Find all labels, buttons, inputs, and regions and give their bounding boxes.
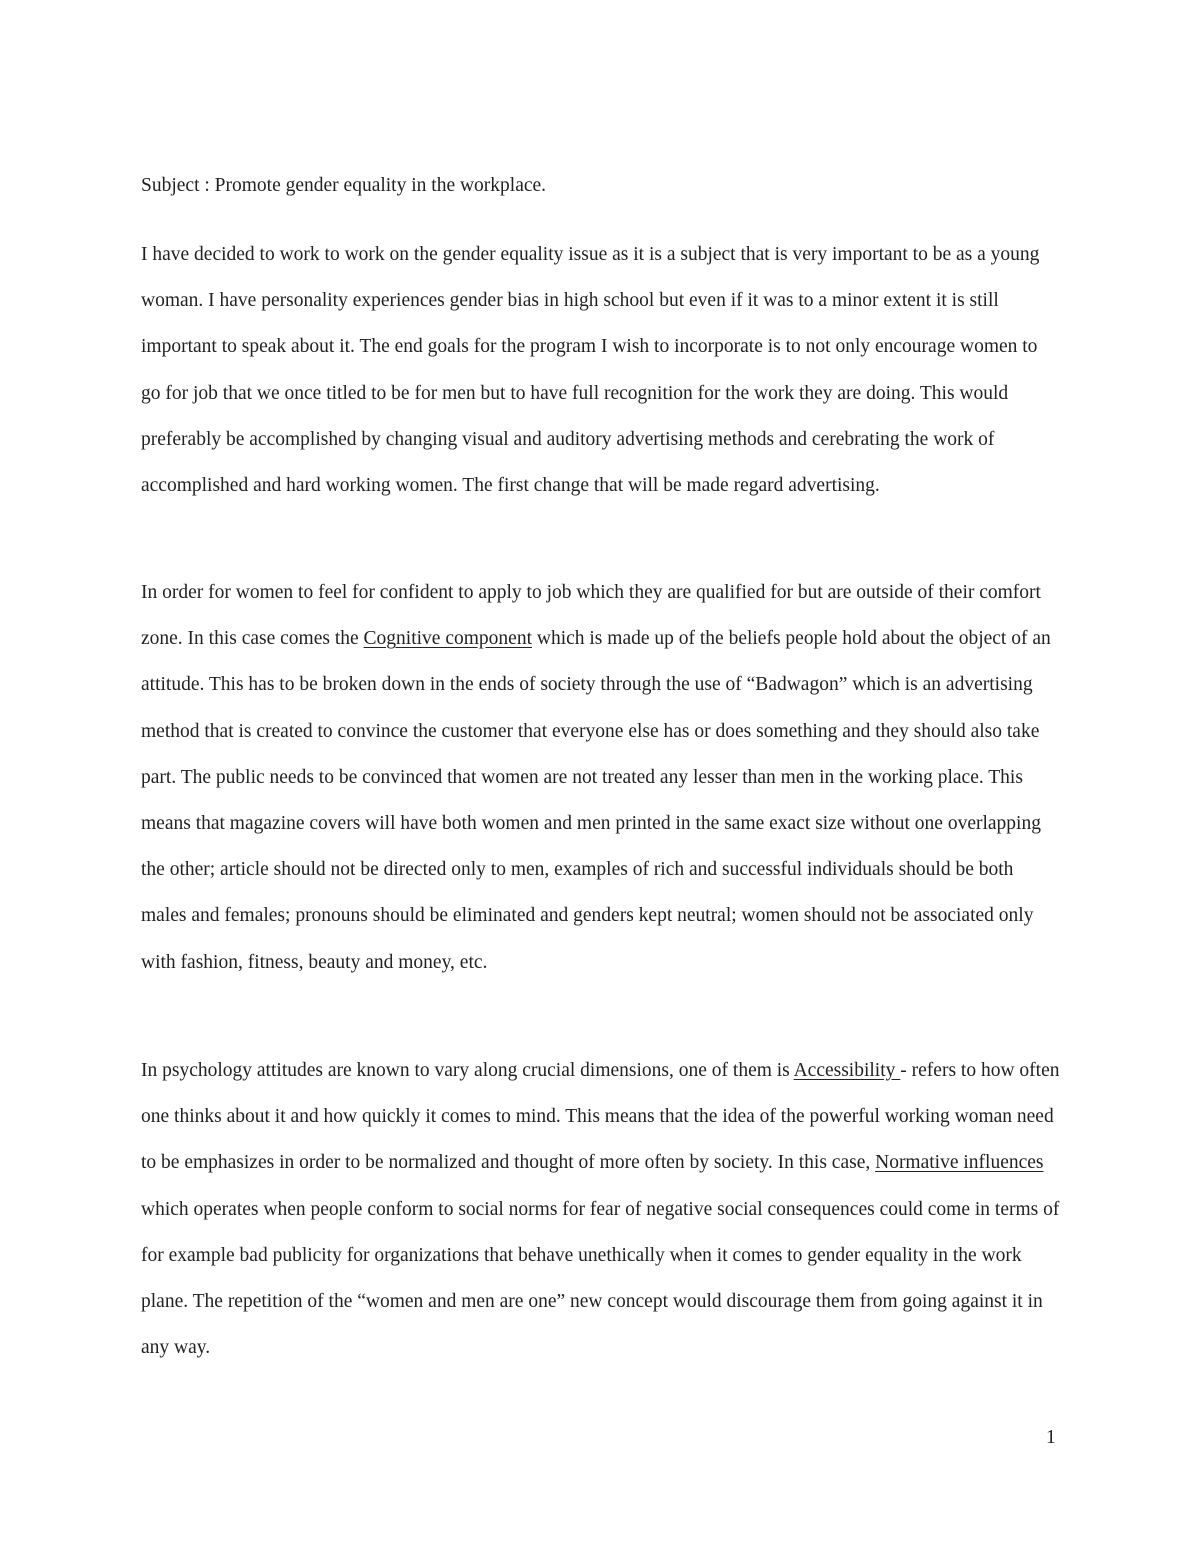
paragraph-2-text-after: which is made up of the beliefs people hold about the object of an attitude. This has to be broken down in the ends of society through the use of “Badwagon” which is an advertising method that is created to convince the customer that everyone else has or does something and they should also take part. The public needs to be convinced that women are not treated any lesser than men in the working place. This means that magazine covers will have both women and men printed in the same exact size without one overlapping the other; article should not be directed only to men, examples of rich and successful individuals should be both males and females; pronouns should be eliminated and genders kept neutral; women should not be associated only with fashion, fitness, beauty and money, etc.	[141, 628, 1051, 973]
paragraph-3-text-before: In psychology attitudes are known to vary along crucial dimensions, one of them is	[141, 1060, 794, 1081]
subject-line: Subject : Promote gender equality in the workplace.	[141, 175, 547, 196]
paragraph-1: I have decided to work to work on the gender equality issue as it is a subject that is very important to be as a young woman. I have personality experiences gender bias in high school but even if it was to a minor extent it is still important to speak about it. The end goals for the program I wish to incorporate is to not only encourage women to go for job that we once titled to be for men but to have full recognition for the work they are doing. This would preferably be accomplished by changing visual and auditory advertising methods and cerebrating the work of accomplished and hard working women. The first change that will be made regard advertising.	[141, 244, 1040, 497]
page-number: 1	[1046, 1427, 1056, 1448]
term-accessibility: Accessibility	[793, 1060, 901, 1081]
term-normative-influences: Normative influences	[875, 1152, 1044, 1174]
paragraph-2	[141, 570, 1061, 986]
paragraph-3-text-middle: - refers to how often one thinks about it and how quickly it comes to mind. This means that the idea of the powerful working woman need to be emphasizes in order to be normalized and thought of more often by society. In this case,	[141, 1060, 1060, 1174]
term-cognitive-component: Cognitive component	[363, 628, 532, 650]
paragraph-3-text-after: which operates when people conform to social norms for fear of negative social consequences could come in terms of for example bad publicity for organizations that behave unethically when it comes to gender equality in the work plane. The repetition of the “women and men are one” new concept would discourage them from going against it in any way.	[141, 1198, 1060, 1359]
paragraph-2-text-before: In order for women to feel for confident to apply to job which they are qualified for but are outside of their comfort zone. In this case comes the	[141, 582, 1041, 650]
paragraph-3	[141, 1048, 1061, 1371]
